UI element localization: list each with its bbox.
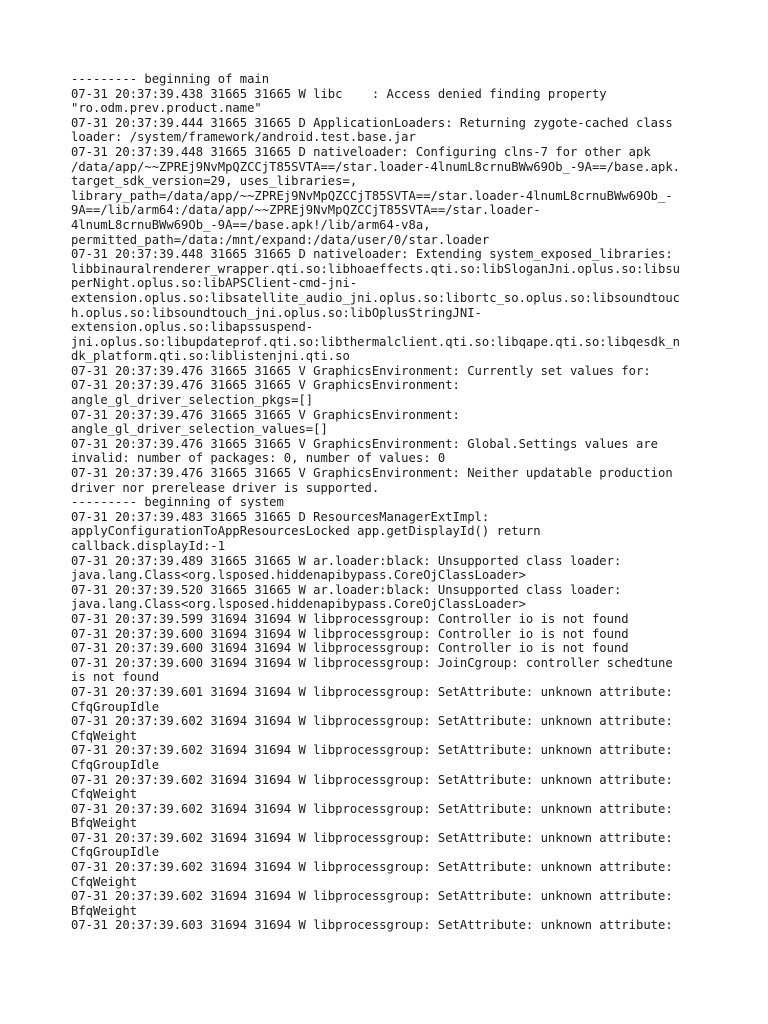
log-line: h.oplus.so:libsoundtouch_jni.oplus.so:libOplusStringJNI- (71, 305, 482, 320)
log-line: 07-31 20:37:39.476 31665 31665 V GraphicsEnvironment: Neither updatable production (71, 466, 673, 481)
log-line: CfqGroupIdle (71, 757, 160, 772)
log-line: driver nor prerelease driver is supported. (71, 480, 380, 495)
log-line: 07-31 20:37:39.601 31694 31694 W libprocessgroup: SetAttribute: unknown attribute: (71, 684, 673, 699)
log-line: BfqWeight (71, 903, 138, 918)
log-line: angle_gl_driver_selection_pkgs=[] (71, 393, 314, 408)
log-line: 07-31 20:37:39.476 31665 31665 V GraphicsEnvironment: Currently set values for: (71, 363, 651, 378)
log-line: 07-31 20:37:39.602 31694 31694 W libprocessgroup: SetAttribute: unknown attribute: (71, 743, 673, 758)
log-line: 07-31 20:37:39.602 31694 31694 W libprocessgroup: SetAttribute: unknown attribute: (71, 714, 673, 729)
log-line: CfqWeight (71, 787, 138, 802)
log-line: /data/app/~~ZPREj9NvMpQZCCjT85SVTA==/star.loader-4lnumL8crnuBWw69Ob_-9A==/base.apk. (71, 159, 681, 174)
log-line: jni.oplus.so:libupdateprof.qti.so:libthermalclient.qti.so:libqape.qti.so:libqesdk_n (71, 334, 681, 349)
log-line: callback.displayId:-1 (71, 539, 226, 553)
log-line: 07-31 20:37:39.476 31665 31665 V GraphicsEnvironment: (71, 378, 460, 393)
log-line: java.lang.Class<org.lsposed.hiddenapibypass.CoreOjClassLoader> (71, 568, 526, 583)
log-line: CfqGroupIdle (71, 699, 160, 714)
log-line: 07-31 20:37:39.483 31665 31665 D ResourcesManagerExtImpl: (71, 509, 490, 524)
log-line: --------- beginning of main (71, 72, 270, 86)
log-line: 07-31 20:37:39.599 31694 31694 W libprocessgroup: Controller io is not found (71, 611, 629, 626)
log-line: --------- beginning of system (71, 495, 284, 510)
log-line: 07-31 20:37:39.444 31665 31665 D ApplicationLoaders: Returning zygote-cached class (71, 115, 673, 130)
log-line: 07-31 20:37:39.476 31665 31665 V GraphicsEnvironment: Global.Settings values are (71, 436, 658, 451)
log-text-block (71, 72, 711, 933)
log-line: 07-31 20:37:39.600 31694 31694 W libprocessgroup: JoinCgroup: controller schedtune (71, 655, 673, 670)
log-line: loader: /system/framework/android.test.base.jar (71, 130, 416, 145)
log-line: CfqWeight (71, 874, 138, 889)
log-line: 07-31 20:37:39.603 31694 31694 W libprocessgroup: SetAttribute: unknown attribute: (71, 918, 673, 933)
log-line: 07-31 20:37:39.438 31665 31665 W libc : Access denied finding property (71, 86, 607, 101)
log-line: permitted_path=/data:/mnt/expand:/data/user/0/star.loader (71, 232, 490, 247)
log-line: target_sdk_version=29, uses_libraries=, (71, 174, 358, 189)
log-line: java.lang.Class<org.lsposed.hiddenapibypass.CoreOjClassLoader> (71, 597, 526, 612)
log-line: 07-31 20:37:39.600 31694 31694 W libprocessgroup: Controller io is not found (71, 641, 629, 656)
log-line: 07-31 20:37:39.600 31694 31694 W libprocessgroup: Controller io is not found (71, 626, 629, 641)
log-line: 07-31 20:37:39.602 31694 31694 W libprocessgroup: SetAttribute: unknown attribute: (71, 889, 673, 904)
log-line: BfqWeight (71, 816, 138, 831)
log-line: applyConfigurationToAppResourcesLocked app.getDisplayId() return (71, 524, 541, 539)
log-line: 07-31 20:37:39.448 31665 31665 D nativeloader: Extending system_exposed_libraries: (71, 247, 673, 262)
log-line: 07-31 20:37:39.489 31665 31665 W ar.loader:black: Unsupported class loader: (71, 553, 622, 568)
log-line: CfqGroupIdle (71, 845, 160, 860)
log-line: 07-31 20:37:39.602 31694 31694 W libprocessgroup: SetAttribute: unknown attribute: (71, 860, 673, 875)
log-line: 07-31 20:37:39.520 31665 31665 W ar.loader:black: Unsupported class loader: (71, 582, 622, 597)
log-line: extension.oplus.so:libapssuspend- (71, 320, 314, 335)
log-line: 9A==/lib/arm64:/data/app/~~ZPREj9NvMpQZCCjT85SVTA==/star.loader- (71, 203, 541, 218)
log-line: library_path=/data/app/~~ZPREj9NvMpQZCCjT85SVTA==/star.loader-4lnumL8crnuBWw69Ob_- (71, 188, 673, 203)
log-line: libbinauralrenderer_wrapper.qti.so:libhoaeffects.qti.so:libSloganJni.oplus.so:libsu (71, 261, 681, 276)
log-line: angle_gl_driver_selection_values=[] (71, 422, 328, 437)
log-line: is not found (71, 670, 160, 685)
log-line: 07-31 20:37:39.476 31665 31665 V GraphicsEnvironment: (71, 407, 460, 422)
log-line: 07-31 20:37:39.602 31694 31694 W libprocessgroup: SetAttribute: unknown attribute: (71, 801, 673, 816)
log-line: extension.oplus.so:libsatellite_audio_jni.oplus.so:libortc_so.oplus.so:libsoundtouc (71, 290, 681, 305)
log-line: 07-31 20:37:39.602 31694 31694 W libprocessgroup: SetAttribute: unknown attribute: (71, 772, 673, 787)
log-line: invalid: number of packages: 0, number of values: 0 (71, 451, 446, 466)
log-line: "ro.odm.prev.product.name" (71, 101, 262, 116)
log-line: 07-31 20:37:39.448 31665 31665 D nativeloader: Configuring clns-7 for other apk (71, 144, 651, 159)
log-line: perNight.oplus.so:libAPSClient-cmd-jni- (71, 276, 358, 291)
log-line: CfqWeight (71, 728, 138, 743)
log-line: 4lnumL8crnuBWw69Ob_-9A==/base.apk!/lib/arm64-v8a, (71, 217, 431, 232)
log-line: 07-31 20:37:39.602 31694 31694 W libprocessgroup: SetAttribute: unknown attribute: (71, 830, 673, 845)
log-line: dk_platform.qti.so:liblistenjni.qti.so (71, 349, 350, 364)
